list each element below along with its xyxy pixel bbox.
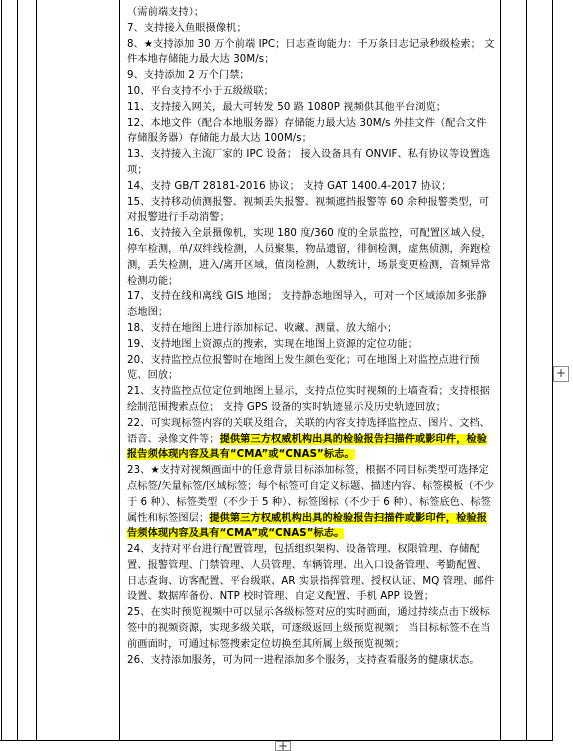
table-column-divider [500, 0, 501, 741]
spec-item: 18、支持在地图上进行添加标记、收藏、测量、放大缩小； [127, 322, 398, 334]
spec-item: 9、支持添加 2 万个门禁； [127, 70, 250, 82]
spec-item: 26、支持添加服务，可为同一进程添加多个服务，支持查看服务的健康状态。 [127, 654, 480, 666]
table-column-divider [526, 0, 527, 741]
spec-item: 21、支持监控点位定位到地图上显示，支持点位实时视频的上墙查看；支持根据绘制范围搜索点位； 支持 GPS 设备的实时轨迹显示及历史轨迹回放； [127, 386, 490, 413]
add-column-button[interactable]: + [553, 366, 569, 382]
spec-item: 7、支持接入鱼眼摄像机； [127, 22, 247, 34]
spec-item: 11、支持接入网关，最大可转发 50 路 1080P 视频供其他平台浏览； [127, 101, 447, 113]
table-column-divider [119, 0, 120, 741]
spec-item: 12、本地文件（配合本地服务器）存储能力最大达 30M/s 外挂文件（配合文件存储服务器）存储能力最大达 100M/s； [127, 117, 487, 145]
spec-item-text: 23、★支持对视频画面中的任意背景目标添加标签，根据不同目标类型可选择定点标签/矢量标签/区域标签；每个标签可自定义标题、描述内容、标签模板（不少于 6 种）、标签类型（不少于 5 种）、标签图标（不少于 6 种）、标签底色、标签属性和标签图层； [127, 465, 495, 524]
spec-item: 17、支持在线和离线 GIS 地图； 支持静态地图导入，可对一个区域添加多张静态地图； [127, 291, 487, 319]
spec-item: 13、支持接入主流厂家的 IPC 设备； 接入设备具有 ONVIF、私有协议等设置选项； [127, 149, 491, 176]
spec-item: 10、平台支持不小于五级级联； [127, 85, 274, 97]
highlighted-requirement: 提供第三方权威机构出具的检验报告扫描件或影印件，检验报告须体现内容及具有“CMA”或“CNAS”标志。 [127, 512, 488, 540]
highlighted-requirement: 提供第三方权威机构出具的检验报告扫描件或影印件，检验报告须体现内容及具有“CMA”或“CNAS”标志。 [127, 433, 488, 461]
spec-item: 25、在实时预览视频中可以显示各级标签对应的实时画面，通过持续点击下级标签中的视频资源，实现多级关联，可逐级返回上级预览视频； 当目标标签不在当前画面时，可通过标签搜索定位切换至其所属上级预览视频； [127, 607, 491, 650]
spec-item: 8、★支持添加 30 万个前端 IPC；日志查询能力：千万条日志记录秒级检索； 文件本地存储能力最大达 30M/s； [127, 38, 495, 66]
spec-item-text: 22、可实现标签内容的关联及组合，关联的内容支持选择监控点、图片、文档、语音、录像文件等； [127, 417, 490, 445]
spec-item: 14、支持 GB/T 28181-2016 协议； 支持 GAT 1400.4-2017 协议； [127, 180, 452, 192]
spec-item [127, 463, 495, 542]
spec-item: 24、支持对平台进行配置管理，包括组织架构、设备管理、权限管理、存储配置、报警管理、门禁管理、人员管理、车辆管理、出入口设备管理、考勤配置、日志查询、访客配置、平台级联、AR 实景指挥管理、授权认证、MQ 管理、邮件设置、数据库备份、NTP 校时管理、自定义配置、手机 APP 设置； [127, 544, 495, 603]
spec-item: 15、支持移动侦测报警、视频丢失报警、视频遮挡报警等 60 余种报警类型，可对报警进行手动消警； [127, 196, 490, 224]
spec-item: 20、支持监控点位报警时在地图上发生颜色变化；可在地图上对监控点进行预览、回放； [127, 354, 480, 382]
spec-item: 19、支持地图上资源点的搜索，实现在地图上资源的定位功能； [127, 338, 418, 350]
spec-item: 16、支持接入全景摄像机，实现 180 度/360 度的全景监控，可配置区域入侵，停车检测，单/双绊线检测，人员聚集，物品遗留，徘徊检测，虚焦侦测，奔跑检测，丢失检测，进入/离开区域，值岗检测，人数统计，场景变更检测，音频异常检测功能； [127, 228, 492, 287]
table-column-divider [36, 0, 37, 741]
spec-cell-content [127, 5, 495, 668]
table-column-divider [17, 0, 18, 741]
spec-item [127, 416, 495, 463]
spec-item-list-start: （需前端支持）； [127, 7, 205, 18]
table-border-left [1, 0, 2, 741]
add-row-button[interactable]: + [275, 741, 291, 751]
